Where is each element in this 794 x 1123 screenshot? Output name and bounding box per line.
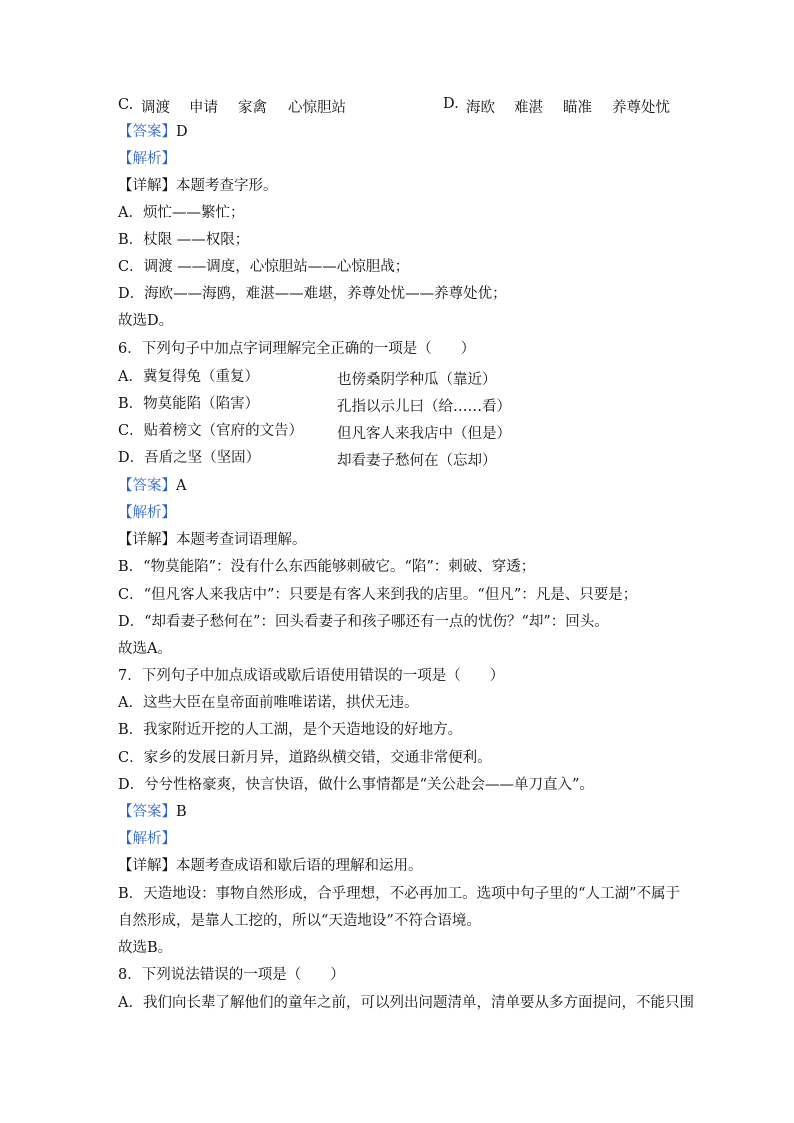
question-7: 7．下列句子中加点成语或歇后语使用错误的一项是（ ）	[118, 668, 505, 684]
explanation-line: A．烦忙——繁忙；	[118, 205, 245, 221]
option-left: A．冀复得兔（重复）	[118, 369, 259, 385]
detail-intro: 本题考查字形。	[176, 178, 278, 194]
option-left: B．物莫能陷（陷害）	[118, 396, 260, 412]
option-row	[118, 422, 303, 440]
option-c-word: 心惊胆站	[288, 100, 346, 116]
option-c-word: 家禽	[238, 100, 267, 116]
answer-line	[118, 477, 186, 495]
option-left: C．贴着榜文（官府的文告）	[118, 423, 304, 439]
option-c-word: 调渡	[141, 100, 170, 116]
explanation-line: C．“但凡客人来我店中”：只要是有客人来到我的店里。“但凡”：凡是、只要是；	[118, 587, 638, 603]
answer-tag: 【答案】	[118, 478, 176, 494]
option-line: A．我们向长辈了解他们的童年之前，可以列出问题清单，清单要从多方面提问，不能只围	[118, 995, 694, 1011]
detail-tag: 【详解】	[118, 532, 176, 548]
detail-line	[118, 531, 307, 549]
analysis-tag: 【解析】	[118, 505, 176, 521]
explanation-line: B．“物莫能陷”：没有什么东西能够刺破它。“陷”：刺破、穿透；	[118, 559, 536, 575]
answer-tag: 【答案】	[118, 124, 176, 140]
option-d-prefix: D.	[443, 96, 459, 112]
option-line: C．家乡的发展日新月异，道路纵横交错，交通非常便利。	[118, 750, 492, 766]
option-row	[118, 395, 259, 413]
option-d-word: 海欧	[466, 100, 495, 116]
option-right: 却看妻子愁何在（忘却）	[337, 453, 497, 469]
option-right: 孔指以示儿曰（给……看）	[337, 399, 511, 415]
answer-line	[118, 123, 188, 141]
question-8: 8．下列说法错误的一项是（ ）	[118, 967, 345, 983]
option-row	[118, 368, 259, 386]
explanation-line: 自然形成，是靠人工挖的，所以“天造地设”不符合语境。	[118, 913, 481, 929]
detail-line	[118, 177, 278, 195]
explanation-line: B．杖限 ——权限；	[118, 232, 250, 248]
option-right: 也傍桑阴学种瓜（靠近）	[337, 372, 497, 388]
answer-value: B	[176, 804, 187, 820]
answer-tag: 【答案】	[118, 804, 176, 820]
option-left: D．吾盾之坚（坚固）	[118, 450, 261, 466]
explanation-line: C．调渡 ——调度，心惊胆站——心惊胆战；	[118, 259, 410, 275]
answer-value: D	[176, 124, 188, 140]
option-row-c-d	[118, 96, 133, 114]
analysis-tag: 【解析】	[118, 151, 176, 167]
detail-intro: 本题考查成语和歇后语的理解和运用。	[176, 858, 423, 874]
option-row	[118, 449, 260, 467]
question-6: 6．下列句子中加点字词理解完全正确的一项是（ ）	[118, 341, 476, 357]
conclusion-line: 故选D。	[118, 313, 174, 329]
explanation-line: D．“却看妻子愁何在”：回头看妻子和孩子哪还有一点的忧伤？“却”：回头。	[118, 614, 609, 630]
option-line: A．这些大臣在皇帝面前唯唯诺诺，拱伏无违。	[118, 695, 419, 711]
option-d-word: 难湛	[514, 100, 543, 116]
answer-line	[118, 803, 187, 821]
analysis-tag: 【解析】	[118, 831, 176, 847]
option-line: B．我家附近开挖的人工湖，是个天造地设的好地方。	[118, 722, 463, 738]
detail-tag: 【详解】	[118, 178, 176, 194]
option-right: 但凡客人来我店中（但是）	[337, 426, 511, 442]
option-d-word: 养尊处忧	[612, 100, 670, 116]
explanation-line: D．海欧——海鸥，难湛——难堪，养尊处忧——养尊处优；	[118, 286, 507, 302]
option-c-word: 申请	[189, 100, 218, 116]
conclusion-line: 故选B。	[118, 940, 173, 956]
answer-value: A	[176, 478, 187, 494]
conclusion-line: 故选A。	[118, 641, 172, 657]
option-d-word: 瞄准	[563, 100, 592, 116]
option-line: D．兮兮性格豪爽，快言快语，做什么事情都是“关公赴会——单刀直入”。	[118, 777, 594, 793]
detail-intro: 本题考查词语理解。	[176, 532, 307, 548]
explanation-line: B．天造地设：事物自然形成，合乎理想，不必再加工。选项中句子里的“人工湖”不属于	[118, 886, 680, 902]
option-c-prefix: C.	[118, 97, 134, 113]
detail-tag: 【详解】	[118, 858, 176, 874]
detail-line	[118, 857, 423, 875]
